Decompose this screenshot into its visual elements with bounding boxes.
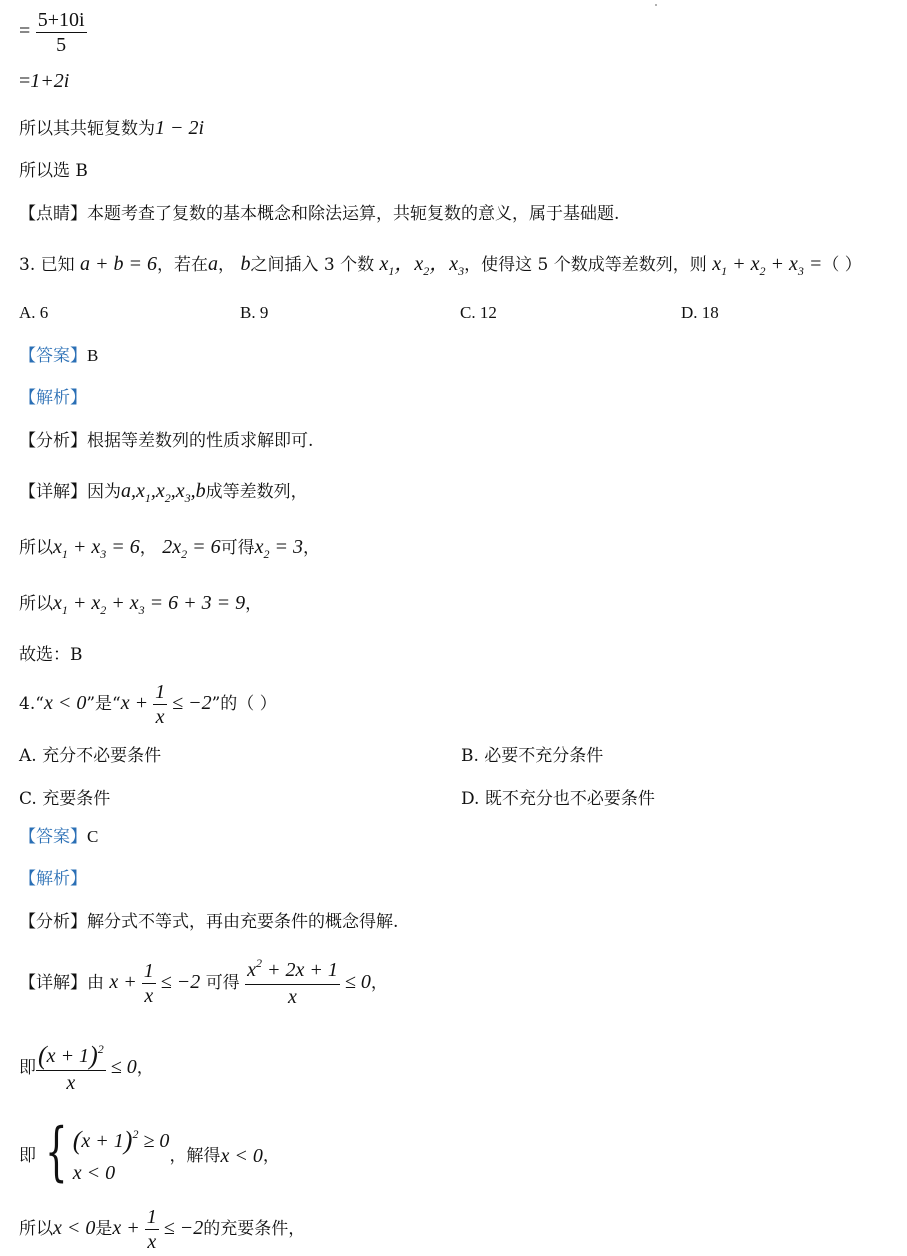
numerator: 5+10i [37,9,85,31]
prev-choose: 所以选 B [19,161,88,181]
q4-fenxi [19,911,398,933]
scan-dot [655,4,657,6]
q3-step1 [19,536,320,560]
answer-tag: 【答案】 [19,827,87,847]
q4-answer [19,826,98,848]
q3-option-b: B. 9 [240,303,269,322]
brace-icon: { [45,1115,68,1189]
q3-text: ，若在 [157,255,209,275]
q3-text: 之间插入 3 个数 [250,255,375,275]
solve-text: ，解得 [169,1146,221,1166]
system-math: $(x + 1)^2 \ge 0$ x < 0 [72,1126,170,1184]
q3-answer [19,345,98,367]
q3-math-xs: $x_1$，$x_2$，$x_3$ [379,253,465,278]
q3-math-b: b [240,253,251,275]
ineq-math: $\frac{x^2 + 2x + 1}{x}$ ≤ 0 [247,956,371,1008]
q4-option-d: D. 既不充分也不必要条件 [461,789,655,809]
ji-text: ， [136,1058,154,1079]
solve-math: x < 0 [220,1145,263,1167]
q3-math-sum3: $x_1 + x_2 + x_3$ = [712,253,823,278]
step-text: 可得 [220,538,255,558]
tip-tag: 【点睛】 [19,204,87,224]
q3-number: 3. [19,255,36,275]
ji-text: 即 [19,1146,36,1166]
xiangjie-text: ， [370,973,388,994]
prev-tip [19,203,619,225]
q3-text: 已知 [40,255,75,275]
xiangjie-text: 可得 [205,973,240,994]
step-math: $x_1 + x_3 = 6$ [53,536,140,561]
q3-fenxi [19,430,313,452]
q4-text: ”的（ ） [211,694,277,715]
prev-conjugate [19,117,204,140]
q3-analysis-tag [19,387,87,409]
q4-analysis-tag [19,868,87,890]
final-text: 是 [95,1219,113,1240]
step-text: 所以 [19,538,53,558]
q4-math-ineq: x + $\frac{1}{x}$ ≤ −2 [120,681,212,728]
denominator: 5 [56,34,67,56]
q3-text: ，使得这 5 个数成等差数列，则 [464,255,707,275]
final-text: 的充要条件， [203,1219,306,1240]
fenxi-text: 解分式不等式，再由充要条件的概念得解. [87,912,399,932]
q4-stem [19,680,277,729]
q3-option-d: D. 18 [681,303,719,322]
q3-option-c: C. 12 [460,303,497,322]
ji-math: $\frac{(x + 1)^2}{x}$ ≤ 0 [38,1041,137,1094]
q4-ji2 [19,1115,280,1189]
fraction [36,8,87,57]
q3-step2 [19,592,262,616]
q4-option-a: A. 充分不必要条件 [19,746,162,766]
q3-xiangjie [19,480,308,504]
analysis-tag: 【解析】 [19,869,87,889]
fenxi-tag: 【分析】 [19,431,87,451]
xiangjie-tag: 【详解】 [19,482,87,502]
q3-math-sum: a + b = 6 [80,253,158,275]
q4-text: “ [35,694,44,715]
step-math: $x_2 = 3$ [254,536,303,561]
answer-value: C [87,827,99,846]
step-text: 所以 [19,594,53,614]
step-text: ， [139,538,157,558]
final-math: x < 0 [53,1217,96,1240]
xiangjie-text: 成等差数列， [205,482,308,502]
ji-text: 即 [19,1058,36,1079]
q3-text: ， [218,255,236,275]
q4-text: ”是“ [86,694,121,715]
step-text: ， [245,594,263,614]
conj-text: 所以其共轭复数为 [19,119,155,139]
q4-option-b: B. 必要不充分条件 [461,746,604,766]
tip-text: 本题考查了复数的基本概念和除法运算，共轭复数的意义，属于基础题. [87,204,620,224]
q4-number: 4. [19,694,36,715]
sequence-math: $a,x_1,x_2,x_3,b$ [121,480,206,505]
q3-paren: （ ） [822,255,862,275]
xiangjie-tag: 【详解】 [19,973,87,994]
answer-tag: 【答案】 [19,346,87,366]
q4-math-cond: x < 0 [43,692,87,715]
q4-ji1 [19,1042,154,1095]
q4-xiangjie [19,958,388,1009]
step-math: $2x_2 = 6$ [162,536,221,561]
ineq-math: x + $\frac{1}{x}$ ≤ −2 [109,960,201,1007]
step-math: $x_1 + x_2 + x_3 = 6 + 3 = 9$ [53,592,246,617]
answer-value: B [87,346,99,365]
conj-value: 1 − 2i [155,117,205,139]
fenxi-text: 根据等差数列的性质求解即可. [87,431,314,451]
fenxi-tag: 【分析】 [19,912,87,932]
xiangjie-text: 因为 [87,482,121,502]
q3-stem [19,253,862,277]
eq2-value: 1+2i [30,70,70,92]
solve-text: ， [262,1146,280,1166]
step-text: ， [302,538,320,558]
prev-eq1: = $\frac{5+10i}{5}$ [19,9,85,56]
analysis-tag: 【解析】 [19,388,87,408]
final-text: 所以 [19,1219,53,1240]
prev-eq2: =1+2i [19,70,70,92]
q3-option-a: A. 6 [19,303,49,322]
q3-pick: 故选：B [19,645,83,665]
q4-option-c: C. 充要条件 [19,789,111,809]
q4-final [19,1205,305,1254]
final-math: x + $\frac{1}{x}$ ≤ −2 [112,1206,204,1253]
xiangjie-text: 由 [87,973,104,994]
q3-math-a: a [208,253,219,275]
